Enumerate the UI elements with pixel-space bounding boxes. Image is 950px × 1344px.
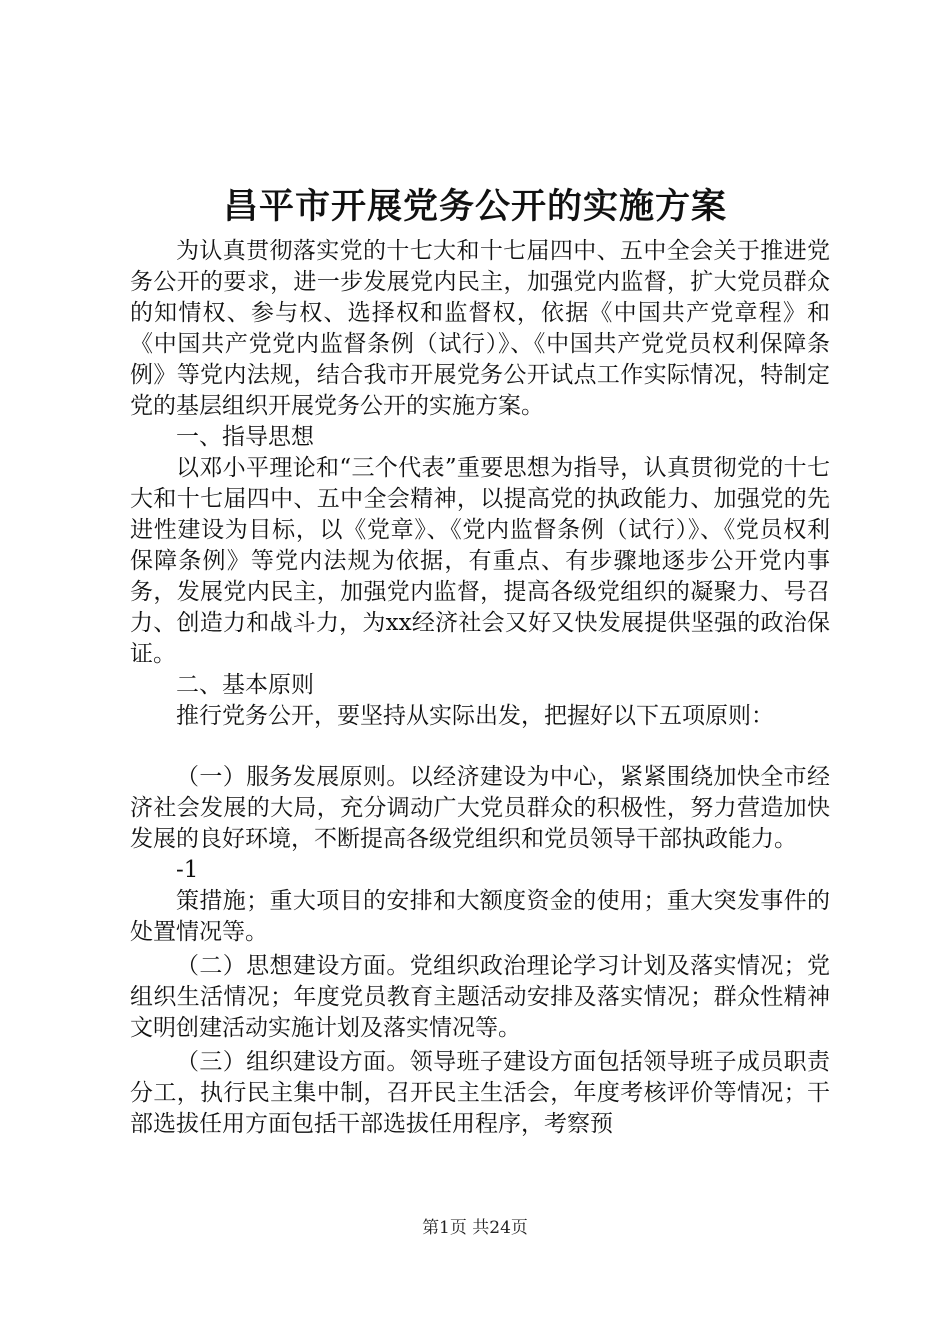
ideological-building-paragraph: （二）思想建设方面。党组织政治理论学习计划及落实情况；党组织生活情况；年度党员教育主题活动安排及落实情况；群众性精神文明创建活动实施计划及落实情况等。 bbox=[130, 953, 830, 1041]
page-footer: 第1页 共24页 bbox=[422, 1218, 528, 1238]
policy-measures-paragraph: 策措施；重大项目的安排和大额度资金的使用；重大突发事件的处置情况等。 bbox=[130, 888, 830, 945]
principle-one-paragraph: （一）服务发展原则。以经济建设为中心，紧紧围绕加快全市经济社会发展的大局，充分调动广大党员群众的积极性，努力营造加快发展的良好环境，不断提高各级党组织和党员领导干部执政能力。 bbox=[130, 764, 830, 852]
page-break-marker: -1 bbox=[176, 857, 199, 883]
section-heading-basic-principles: 二、基本原则 bbox=[176, 672, 314, 698]
document-body bbox=[130, 236, 830, 1140]
principles-intro-paragraph: 推行党务公开，要坚持从实际出发，把握好以下五项原则： bbox=[176, 703, 774, 729]
guiding-thought-paragraph: 以邓小平理论和“三个代表”重要思想为指导，认真贯彻党的十七大和十七届四中、五中全会精神，以提高党的执政能力、加强党的先进性建设为目标，以《党章》、《党内监督条例（试行）》、《党员权利保障条例》等党内法规为依据，有重点、有步骤地逐步公开党内事务，发展党内民主，加强党内监督，提高各级党组织的凝聚力、号召力、创造力和战斗力，为xx经济社会又好又快发展提供坚强的政治保证。 bbox=[130, 455, 830, 667]
section-heading-guiding-thought: 一、指导思想 bbox=[176, 424, 314, 450]
intro-paragraph: 为认真贯彻落实党的十七大和十七届四中、五中全会关于推进党务公开的要求，进一步发展党内民主，加强党内监督，扩大党员群众的知情权、参与权、选择权和监督权，依据《中国共产党章程》和《中国共产党党内监督条例（试行）》、《中国共产党党员权利保障条例》等党内法规，结合我市开展党务公开试点工作实际情况，特制定党的基层组织开展党务公开的实施方案。 bbox=[130, 238, 830, 419]
page-title: 昌平市开展党务公开的实施方案 bbox=[222, 186, 727, 227]
organizational-building-paragraph: （三）组织建设方面。领导班子建设方面包括领导班子成员职责分工，执行民主集中制，召开民主生活会，年度考核评价等情况；干部选拔任用方面包括干部选拔任用程序，考察预 bbox=[130, 1049, 830, 1137]
